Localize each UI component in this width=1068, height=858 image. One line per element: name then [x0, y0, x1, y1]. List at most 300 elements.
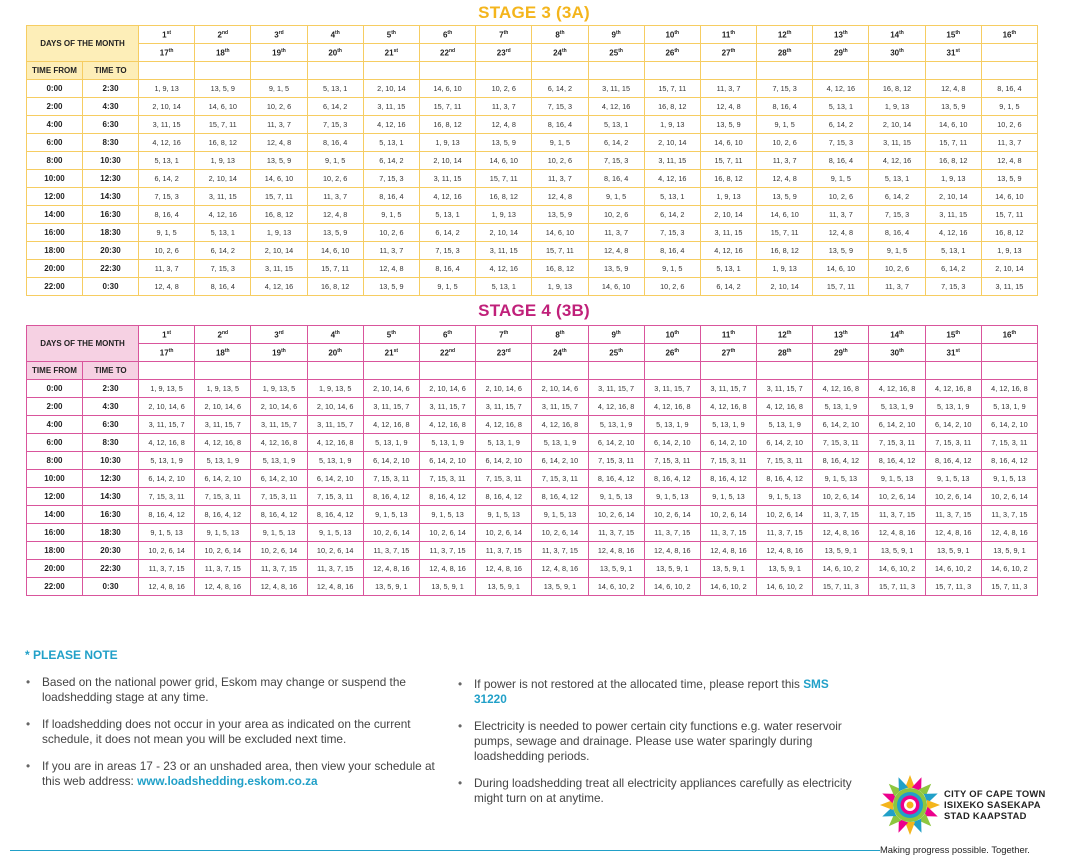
time-from-cell: 0:00	[27, 80, 83, 98]
area-cell: 8, 16, 4, 12	[981, 452, 1037, 470]
day-header-cell: 18th	[195, 344, 251, 362]
area-cell: 11, 3, 7	[588, 224, 644, 242]
area-cell: 11, 3, 7	[363, 242, 419, 260]
time-from-cell: 10:00	[27, 470, 83, 488]
area-cell: 5, 13, 1, 9	[644, 416, 700, 434]
area-cell: 6, 14, 2	[307, 98, 363, 116]
area-cell: 6, 14, 2	[363, 152, 419, 170]
area-cell: 14, 6, 10, 2	[700, 578, 756, 596]
area-cell: 3, 11, 15	[419, 170, 475, 188]
day-header-cell: 24th	[532, 344, 588, 362]
time-header-row	[27, 362, 1038, 380]
area-cell: 3, 11, 15	[195, 188, 251, 206]
area-cell: 8, 16, 4, 12	[195, 506, 251, 524]
table-row	[27, 578, 1038, 596]
time-from-cell: 6:00	[27, 434, 83, 452]
table-row	[27, 506, 1038, 524]
empty-cell	[307, 62, 363, 80]
area-cell: 4, 12, 16	[419, 188, 475, 206]
area-cell: 4, 12, 16, 8	[251, 434, 307, 452]
empty-cell	[813, 62, 869, 80]
time-from-cell: 14:00	[27, 206, 83, 224]
area-cell: 11, 3, 7, 15	[251, 560, 307, 578]
area-cell: 13, 5, 9	[757, 188, 813, 206]
area-cell: 9, 1, 5	[869, 242, 925, 260]
table-row	[27, 416, 1038, 434]
area-cell: 2, 10, 14	[251, 242, 307, 260]
city-name-line: ISIXEKO SASEKAPA	[944, 799, 1041, 810]
area-cell: 3, 11, 15	[363, 98, 419, 116]
time-to-cell: 20:30	[83, 242, 139, 260]
area-cell: 8, 16, 4	[981, 80, 1037, 98]
day-header-cell: 23rd	[476, 44, 532, 62]
empty-cell	[869, 362, 925, 380]
area-cell: 12, 4, 8, 16	[700, 542, 756, 560]
stage-3-schedule-table	[26, 25, 1038, 296]
table-row	[27, 470, 1038, 488]
area-cell: 1, 9, 13, 5	[251, 380, 307, 398]
table-row	[27, 152, 1038, 170]
area-cell: 9, 1, 5, 13	[757, 488, 813, 506]
empty-cell	[307, 362, 363, 380]
day-header-cell: 15th	[925, 26, 981, 44]
area-cell: 4, 12, 16, 8	[981, 380, 1037, 398]
area-cell: 12, 4, 8, 16	[476, 560, 532, 578]
area-cell: 15, 7, 11	[925, 134, 981, 152]
area-cell: 7, 15, 3, 11	[700, 452, 756, 470]
area-cell: 10, 2, 6, 14	[757, 506, 813, 524]
day-header-cell: 21st	[363, 44, 419, 62]
area-cell: 9, 1, 5	[251, 80, 307, 98]
area-cell: 12, 4, 8, 16	[869, 524, 925, 542]
area-cell: 10, 2, 6, 14	[925, 488, 981, 506]
area-cell: 10, 2, 6	[813, 188, 869, 206]
empty-cell	[476, 362, 532, 380]
area-cell: 5, 13, 1, 9	[195, 452, 251, 470]
area-cell: 12, 4, 8	[813, 224, 869, 242]
day-header-cell: 3rd	[251, 326, 307, 344]
area-cell: 16, 8, 12	[307, 278, 363, 296]
city-name-line: CITY OF CAPE TOWN	[944, 788, 1046, 799]
area-cell: 16, 8, 12	[251, 206, 307, 224]
area-cell: 8, 16, 4, 12	[700, 470, 756, 488]
day-header-cell: 28th	[757, 44, 813, 62]
area-cell: 5, 13, 1, 9	[476, 434, 532, 452]
area-cell: 6, 14, 2	[139, 170, 195, 188]
area-cell: 10, 2, 6, 14	[700, 506, 756, 524]
area-cell: 11, 3, 7	[869, 278, 925, 296]
area-cell: 7, 15, 3, 11	[532, 470, 588, 488]
area-cell: 10, 2, 6, 14	[419, 524, 475, 542]
area-cell: 12, 4, 8, 16	[139, 578, 195, 596]
time-from-cell: 16:00	[27, 524, 83, 542]
time-from-cell: 0:00	[27, 380, 83, 398]
area-cell: 14, 6, 10	[195, 98, 251, 116]
area-cell: 8, 16, 4, 12	[251, 506, 307, 524]
area-cell: 15, 7, 11	[251, 188, 307, 206]
table-row	[27, 188, 1038, 206]
area-cell: 16, 8, 12	[195, 134, 251, 152]
area-cell: 11, 3, 7, 15	[644, 524, 700, 542]
area-cell: 7, 15, 3	[419, 242, 475, 260]
empty-cell	[363, 62, 419, 80]
empty-cell	[644, 362, 700, 380]
area-cell: 10, 2, 6	[363, 224, 419, 242]
area-cell: 9, 1, 5	[757, 116, 813, 134]
time-to-cell: 8:30	[83, 134, 139, 152]
time-from-cell: 22:00	[27, 278, 83, 296]
area-cell: 7, 15, 3, 11	[476, 470, 532, 488]
area-cell: 15, 7, 11	[757, 224, 813, 242]
empty-cell	[588, 362, 644, 380]
empty-cell	[532, 362, 588, 380]
area-cell: 9, 1, 5	[307, 152, 363, 170]
area-cell: 11, 3, 7	[476, 98, 532, 116]
empty-cell	[419, 362, 475, 380]
time-to-cell: 12:30	[83, 470, 139, 488]
days-header-row	[27, 344, 1038, 362]
time-to-label: TIME TO	[83, 362, 139, 380]
area-cell: 11, 3, 7, 15	[476, 542, 532, 560]
area-cell: 6, 14, 2, 10	[588, 434, 644, 452]
area-cell: 6, 14, 2, 10	[981, 416, 1037, 434]
time-to-cell: 14:30	[83, 188, 139, 206]
table-row	[27, 116, 1038, 134]
table-row	[27, 278, 1038, 296]
area-cell: 8, 16, 4, 12	[476, 488, 532, 506]
day-header-cell: 31st	[925, 44, 981, 62]
area-cell: 5, 13, 1, 9	[307, 452, 363, 470]
area-cell: 5, 13, 1	[925, 242, 981, 260]
day-header-cell: 26th	[644, 344, 700, 362]
area-cell: 8, 16, 4	[588, 170, 644, 188]
area-cell: 1, 9, 13	[700, 188, 756, 206]
area-cell: 4, 12, 16, 8	[476, 416, 532, 434]
note-item	[24, 717, 444, 747]
day-header-cell: 19th	[251, 44, 307, 62]
days-header-row	[27, 326, 1038, 344]
area-cell: 7, 15, 3, 11	[588, 452, 644, 470]
area-cell: 6, 14, 2, 10	[532, 452, 588, 470]
area-cell: 10, 2, 6	[757, 134, 813, 152]
day-header-cell: 23rd	[476, 344, 532, 362]
day-header-cell: 8th	[532, 326, 588, 344]
area-cell: 3, 11, 15, 7	[644, 380, 700, 398]
area-cell: 4, 12, 16	[251, 278, 307, 296]
area-cell: 3, 11, 15, 7	[476, 398, 532, 416]
stage-4-schedule-table	[26, 325, 1038, 596]
area-cell: 13, 5, 9	[981, 170, 1037, 188]
area-cell: 12, 4, 8	[757, 170, 813, 188]
area-cell: 11, 3, 7, 15	[363, 542, 419, 560]
note-text: During loadshedding treat all electricity appliances carefully as electricity might turn on at anytime.	[474, 776, 852, 805]
area-cell: 2, 10, 14, 6	[532, 380, 588, 398]
area-cell: 11, 3, 7, 15	[139, 560, 195, 578]
time-from-label: TIME FROM	[27, 62, 83, 80]
area-cell: 9, 1, 5	[644, 260, 700, 278]
area-cell: 12, 4, 8	[476, 116, 532, 134]
area-cell: 8, 16, 4	[757, 98, 813, 116]
area-cell: 9, 1, 5, 13	[363, 506, 419, 524]
day-header-cell: 14th	[869, 326, 925, 344]
day-header-cell: 9th	[588, 26, 644, 44]
area-cell: 16, 8, 12	[869, 80, 925, 98]
area-cell: 13, 5, 9	[813, 242, 869, 260]
table-row	[27, 170, 1038, 188]
area-cell: 6, 14, 2	[532, 80, 588, 98]
area-cell: 8, 16, 4, 12	[419, 488, 475, 506]
area-cell: 7, 15, 3	[139, 188, 195, 206]
area-cell: 8, 16, 4	[869, 224, 925, 242]
area-cell: 10, 2, 6, 14	[869, 488, 925, 506]
area-cell: 14, 6, 10, 2	[813, 560, 869, 578]
area-cell: 13, 5, 9, 1	[588, 560, 644, 578]
area-cell: 12, 4, 8	[307, 206, 363, 224]
day-header-cell: 5th	[363, 26, 419, 44]
day-header-cell: 9th	[588, 326, 644, 344]
time-to-cell: 20:30	[83, 542, 139, 560]
area-cell: 14, 6, 10	[251, 170, 307, 188]
time-to-cell: 12:30	[83, 170, 139, 188]
area-cell: 10, 2, 6, 14	[195, 542, 251, 560]
area-cell: 7, 15, 3, 11	[925, 434, 981, 452]
area-cell: 13, 5, 9, 1	[813, 542, 869, 560]
time-to-cell: 0:30	[83, 578, 139, 596]
area-cell: 7, 15, 3, 11	[869, 434, 925, 452]
area-cell: 12, 4, 8, 16	[813, 524, 869, 542]
area-cell: 2, 10, 14	[363, 80, 419, 98]
area-cell: 13, 5, 9, 1	[476, 578, 532, 596]
area-cell: 8, 16, 4, 12	[813, 452, 869, 470]
city-name-block	[944, 788, 1046, 821]
area-cell: 5, 13, 1, 9	[419, 434, 475, 452]
area-cell: 3, 11, 15	[869, 134, 925, 152]
days-header-row	[27, 44, 1038, 62]
days-of-month-label: DAYS OF THE MONTH	[27, 26, 139, 62]
area-cell: 15, 7, 11	[700, 152, 756, 170]
area-cell: 7, 15, 3	[588, 152, 644, 170]
day-header-cell: 28th	[757, 344, 813, 362]
area-cell: 7, 15, 3	[532, 98, 588, 116]
area-cell: 10, 2, 6	[251, 98, 307, 116]
day-header-cell: 8th	[532, 26, 588, 44]
area-cell: 14, 6, 10	[588, 278, 644, 296]
day-header-cell: 7th	[476, 326, 532, 344]
area-cell: 15, 7, 11, 3	[925, 578, 981, 596]
area-cell: 15, 7, 11, 3	[869, 578, 925, 596]
area-cell: 4, 12, 16	[925, 224, 981, 242]
area-cell: 10, 2, 6	[307, 170, 363, 188]
area-cell: 10, 2, 6, 14	[644, 506, 700, 524]
area-cell: 9, 1, 5	[139, 224, 195, 242]
area-cell: 2, 10, 14, 6	[251, 398, 307, 416]
area-cell: 5, 13, 1	[363, 134, 419, 152]
area-cell: 1, 9, 13	[869, 98, 925, 116]
area-cell: 2, 10, 14, 6	[139, 398, 195, 416]
day-header-cell: 10th	[644, 326, 700, 344]
area-cell: 12, 4, 8	[588, 242, 644, 260]
area-cell: 10, 2, 6	[476, 80, 532, 98]
area-cell: 13, 5, 9, 1	[757, 560, 813, 578]
area-cell: 9, 1, 5, 13	[139, 524, 195, 542]
area-cell: 10, 2, 6, 14	[588, 506, 644, 524]
day-header-cell: 13th	[813, 326, 869, 344]
area-cell: 11, 3, 7, 15	[588, 524, 644, 542]
area-cell: 13, 5, 9	[307, 224, 363, 242]
area-cell: 5, 13, 1, 9	[588, 416, 644, 434]
time-to-cell: 4:30	[83, 98, 139, 116]
area-cell: 12, 4, 8	[925, 80, 981, 98]
day-header-cell: 4th	[307, 26, 363, 44]
time-to-label: TIME TO	[83, 62, 139, 80]
area-cell: 13, 5, 9	[476, 134, 532, 152]
area-cell: 6, 14, 2	[195, 242, 251, 260]
area-cell: 11, 3, 7	[813, 206, 869, 224]
area-cell: 15, 7, 11, 3	[813, 578, 869, 596]
area-cell: 13, 5, 9, 1	[869, 542, 925, 560]
day-header-cell: 16th	[981, 326, 1037, 344]
area-cell: 13, 5, 9	[251, 152, 307, 170]
table-row	[27, 542, 1038, 560]
area-cell: 16, 8, 12	[700, 170, 756, 188]
area-cell: 10, 2, 6, 14	[307, 542, 363, 560]
day-header-cell: 26th	[644, 44, 700, 62]
day-header-cell: 27th	[700, 344, 756, 362]
empty-cell	[139, 362, 195, 380]
area-cell: 9, 1, 5, 13	[251, 524, 307, 542]
table-row	[27, 452, 1038, 470]
area-cell: 4, 12, 16, 8	[195, 434, 251, 452]
area-cell: 4, 12, 16	[813, 80, 869, 98]
area-cell: 5, 13, 1, 9	[869, 398, 925, 416]
empty-cell	[363, 362, 419, 380]
area-cell: 6, 14, 2, 10	[925, 416, 981, 434]
area-cell: 8, 16, 4	[419, 260, 475, 278]
area-cell: 8, 16, 4	[139, 206, 195, 224]
area-cell: 3, 11, 15, 7	[419, 398, 475, 416]
empty-cell	[419, 62, 475, 80]
time-to-cell: 6:30	[83, 416, 139, 434]
area-cell: 8, 16, 4, 12	[644, 470, 700, 488]
area-cell: 14, 6, 10	[981, 188, 1037, 206]
time-from-cell: 6:00	[27, 134, 83, 152]
city-name-line: STAD KAAPSTAD	[944, 810, 1027, 821]
area-cell: 1, 9, 13	[925, 170, 981, 188]
area-cell: 5, 13, 1	[813, 98, 869, 116]
area-cell: 11, 3, 7, 15	[813, 506, 869, 524]
area-cell: 9, 1, 5, 13	[476, 506, 532, 524]
area-cell: 10, 2, 6, 14	[363, 524, 419, 542]
time-from-cell: 18:00	[27, 542, 83, 560]
area-cell: 8, 16, 4	[307, 134, 363, 152]
area-cell: 16, 8, 12	[419, 116, 475, 134]
area-cell: 7, 15, 3, 11	[307, 488, 363, 506]
area-cell: 5, 13, 1	[195, 224, 251, 242]
area-cell: 11, 3, 7, 15	[869, 506, 925, 524]
area-cell: 9, 1, 5	[981, 98, 1037, 116]
area-cell: 10, 2, 6, 14	[251, 542, 307, 560]
area-cell: 16, 8, 12	[757, 242, 813, 260]
empty-cell	[476, 62, 532, 80]
area-cell: 4, 12, 16	[139, 134, 195, 152]
area-cell: 4, 12, 16, 8	[588, 398, 644, 416]
area-cell: 4, 12, 16, 8	[700, 398, 756, 416]
area-cell: 11, 3, 7, 15	[700, 524, 756, 542]
time-from-cell: 2:00	[27, 98, 83, 116]
area-cell: 7, 15, 3	[195, 260, 251, 278]
day-header-cell	[981, 344, 1037, 362]
area-cell: 14, 6, 10, 2	[869, 560, 925, 578]
area-cell: 7, 15, 3	[363, 170, 419, 188]
area-cell: 9, 1, 5, 13	[532, 506, 588, 524]
area-cell: 1, 9, 13, 5	[139, 380, 195, 398]
area-cell: 4, 12, 16, 8	[139, 434, 195, 452]
area-cell: 7, 15, 3, 11	[363, 470, 419, 488]
please-note-title: * PLEASE NOTE	[25, 648, 118, 662]
area-cell: 3, 11, 15	[700, 224, 756, 242]
area-cell: 4, 12, 16	[869, 152, 925, 170]
empty-cell	[532, 62, 588, 80]
time-header-row	[27, 62, 1038, 80]
area-cell: 4, 12, 16, 8	[925, 380, 981, 398]
area-cell: 12, 4, 8	[251, 134, 307, 152]
area-cell: 11, 3, 7	[700, 80, 756, 98]
area-cell: 2, 10, 14	[869, 116, 925, 134]
day-header-cell: 7th	[476, 26, 532, 44]
area-cell: 8, 16, 4	[532, 116, 588, 134]
area-cell: 13, 5, 9	[363, 278, 419, 296]
area-cell: 9, 1, 5	[419, 278, 475, 296]
day-header-cell: 13th	[813, 26, 869, 44]
area-cell: 16, 8, 12	[532, 260, 588, 278]
area-cell: 7, 15, 3, 11	[139, 488, 195, 506]
area-cell: 5, 13, 1	[700, 260, 756, 278]
day-header-cell: 2nd	[195, 326, 251, 344]
area-cell: 13, 5, 9, 1	[363, 578, 419, 596]
area-cell: 5, 13, 1, 9	[363, 434, 419, 452]
area-cell: 7, 15, 3, 11	[251, 488, 307, 506]
day-header-cell: 25th	[588, 344, 644, 362]
table-row	[27, 206, 1038, 224]
area-cell: 3, 11, 15	[139, 116, 195, 134]
area-cell: 8, 16, 4, 12	[588, 470, 644, 488]
area-cell: 13, 5, 9, 1	[981, 542, 1037, 560]
area-cell: 1, 9, 13	[419, 134, 475, 152]
day-header-cell: 12th	[757, 26, 813, 44]
day-header-cell: 14th	[869, 26, 925, 44]
time-from-cell: 10:00	[27, 170, 83, 188]
area-cell: 11, 3, 7, 15	[925, 506, 981, 524]
area-cell: 9, 1, 5, 13	[307, 524, 363, 542]
note-text: Based on the national power grid, Eskom may change or suspend the loadshedding stage at any time.	[42, 675, 406, 704]
note-text: Electricity is needed to power certain city functions e.g. water reservoir pumps, sewage and drainage. Please use water sparingly during loadshedding periods.	[474, 719, 842, 763]
area-cell: 5, 13, 1	[476, 278, 532, 296]
area-cell: 2, 10, 14, 6	[476, 380, 532, 398]
time-from-cell: 12:00	[27, 488, 83, 506]
area-cell: 13, 5, 9, 1	[925, 542, 981, 560]
area-cell: 16, 8, 12	[644, 98, 700, 116]
area-cell: 3, 11, 15	[981, 278, 1037, 296]
note-text: If power is not restored at the allocated time, please report this	[474, 677, 804, 691]
time-to-cell: 16:30	[83, 506, 139, 524]
empty-cell	[981, 362, 1037, 380]
empty-cell	[644, 62, 700, 80]
area-cell: 5, 13, 1, 9	[139, 452, 195, 470]
area-cell: 7, 15, 3	[307, 116, 363, 134]
area-cell: 5, 13, 1, 9	[700, 416, 756, 434]
area-cell: 12, 4, 8	[700, 98, 756, 116]
area-cell: 13, 5, 9, 1	[532, 578, 588, 596]
